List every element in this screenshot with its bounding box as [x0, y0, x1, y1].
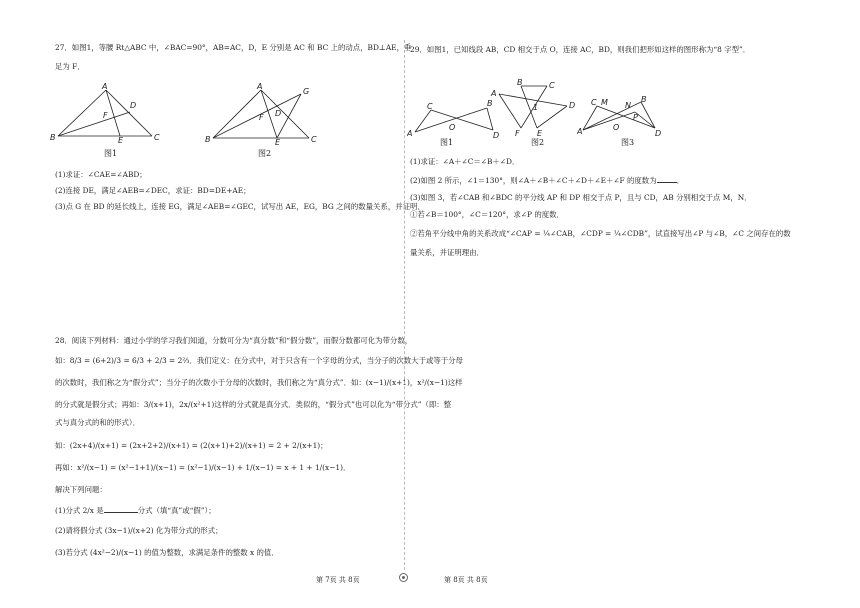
svg-text:E: E [537, 129, 543, 138]
svg-text:M: M [601, 98, 608, 107]
svg-text:N: N [625, 101, 631, 110]
q28-sub1 [55, 505, 216, 516]
q28-sub1-blank[interactable] [104, 505, 138, 513]
q28-line5: 式与真分式的和的形式）． [55, 418, 140, 427]
q27-line2: 足为 F． [55, 62, 85, 71]
svg-text:D: D [655, 129, 662, 138]
q27-fig1-label: 图1 [104, 149, 118, 158]
q27-sub1: (1)求证：∠CAE=∠ABD； [55, 170, 147, 179]
svg-text:P: P [633, 113, 638, 122]
svg-text:C: C [591, 98, 597, 107]
q27-fig2-label: 图2 [258, 149, 272, 158]
q28-sub2: (2)请将假分式 (3x−1)/(x+2) 化为带分式的形式； [55, 526, 223, 535]
q27-sub3: (3)点 G 在 BD 的延长线上，连接 EG，满足∠AEB=∠GEC，试写出 AE，EG，BG 之间的数量关系，并证明． [55, 202, 425, 211]
q29-fig3-label: 图3 [621, 138, 635, 147]
svg-text:O: O [449, 123, 456, 132]
binding-hole-icon [399, 573, 408, 582]
svg-text:A: A [407, 129, 413, 138]
svg-text:C: C [154, 133, 160, 142]
page-8 [407, 0, 860, 608]
q28-example1: 如：(2x+4)/(x+1) = (2x+2+2)/(x+1) = (2(x+1)+2)/(x+1) = 2 + 2/(x+1)； [55, 441, 328, 450]
q28-line3: 的次数时，我们称之为“假分式”；当分子的次数小于分母的次数时，我们称之为“真分式”．如：(x−1)/(x+1)，x²/(x−1)这样 [55, 378, 463, 387]
svg-text:C: C [311, 135, 317, 144]
svg-text:D: D [130, 101, 137, 110]
svg-text:A: A [491, 89, 497, 98]
q29-fig1-label: 图1 [440, 138, 454, 147]
q29-sub3-part2-cont: 量关系，并证明理由． [410, 248, 484, 257]
q28-sub1-text-a: (1)分式 2/x 是 [55, 506, 104, 515]
q29-sub3-part2: ②若角平分线中角的关系改成“∠CAP = ¼∠CAB，∠CDP = ¼∠CDB”，试直接写出∠P 与∠B，∠C 之间存在的数 [410, 229, 791, 238]
svg-text:B: B [641, 95, 647, 104]
svg-text:F: F [259, 113, 264, 122]
q28-line4: 的分式就是假分式；再如：3/(x+1)，2x/(x²+1)这样的分式就是真分式．类似的，“假分式”也可以化为“带分式”（即：整 [55, 400, 452, 409]
q29-sub3-part1: ①若∠B＝100°，∠C＝120°，求∠P 的度数． [410, 210, 564, 219]
q29-sub1: (1)求证：∠A＋∠C＝∠B＋∠D． [410, 157, 520, 166]
q28-line1: 28．阅读下列材料：通过小学的学习我们知道，分数可分为“真分数”和“假分数”，而假分数都可化为带分数， [55, 336, 413, 345]
q29-line1: 29．如图1，已知线段 AB，CD 相交于点 O，连接 AC，BD，则我们把形如这样的图形称为“8 字型”． [410, 45, 751, 54]
svg-text:A: A [577, 127, 583, 136]
svg-text:A: A [257, 82, 263, 91]
svg-text:B: B [517, 78, 523, 87]
svg-text:D: D [493, 131, 500, 140]
q29-sub3: (3)如图 3，若∠CAB 和∠BDC 的平分线 AP 和 DP 相交于点 P，且与 CD，AB 分别相交于点 M，N． [410, 193, 752, 202]
svg-text:E: E [275, 138, 281, 146]
footer-page-8: 第 8页 共 8页 [444, 576, 488, 584]
svg-text:F: F [103, 111, 108, 120]
column-divider [404, 40, 405, 570]
svg-text:D: D [569, 101, 576, 110]
q29-sub2-blank[interactable] [657, 175, 677, 183]
svg-text:E: E [118, 136, 124, 144]
svg-text:F: F [515, 129, 520, 138]
q28-sub1-text-b: 分式（填“真”或“假”）； [137, 506, 216, 515]
q28-sub3: (3)若分式 (4x²−2)/(x−1) 的值为整数，求满足条件的整数 x 的值． [55, 548, 279, 557]
q27-line1: 27．如图1，等腰 Rt△ABC 中，∠BAC=90°，AB=AC，D，E 分别是 AC 和 BC 上的动点，BD⊥AE，垂 [55, 43, 412, 52]
q28-line2: 如：8/3 = (6+2)/3 = 6/3 + 2/3 = 2⅔．我们定义：在分式中，对于只含有一个字母的分式，当分子的次数大于或等于分母 [55, 356, 463, 365]
q27-sub2: (2)连接 DE，满足∠AEB=∠DEC，求证：BD=DE+AE； [55, 186, 251, 195]
q29-sub2-text-b: ． [676, 176, 684, 185]
svg-text:B: B [205, 135, 211, 144]
svg-text:B: B [50, 133, 56, 142]
q29-sub2 [410, 175, 684, 186]
q29-sub2-text-a: (2)如图 2 所示，∠1＝130°，则∠A＋∠B＋∠C＋∠D＋∠E＋∠F 的度数为 [410, 176, 657, 185]
svg-text:A: A [102, 82, 108, 91]
svg-text:O: O [613, 123, 620, 132]
svg-text:C: C [549, 81, 555, 90]
svg-text:D: D [275, 109, 282, 118]
svg-text:C: C [427, 102, 433, 111]
svg-text:G: G [303, 87, 310, 96]
footer-page-7: 第 7页 共 8页 [316, 576, 360, 584]
q29-fig2-label: 图2 [531, 138, 545, 147]
q28-solve-heading: 解决下列问题： [55, 485, 107, 494]
q28-example2: 再如：x²/(x−1) = (x²−1+1)/(x−1) = (x²−1)/(x−1) + 1/(x−1) = x + 1 + 1/(x−1)． [55, 463, 351, 472]
svg-text:1: 1 [533, 103, 539, 112]
svg-text:B: B [487, 99, 493, 108]
